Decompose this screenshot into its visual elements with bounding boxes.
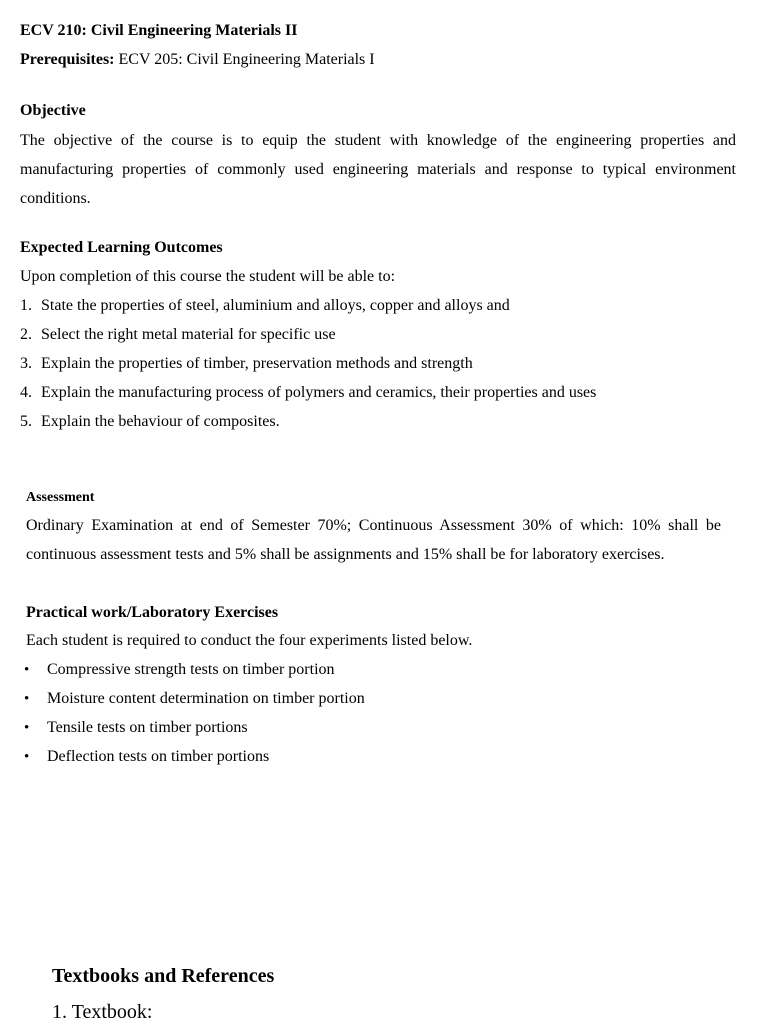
bullet-icon: • (24, 720, 30, 736)
outcome-text: Explain the manufacturing process of polymers and ceramics, their properties and uses (41, 384, 597, 401)
bullet-icon: • (24, 691, 30, 707)
experiment-item (24, 717, 365, 746)
prerequisites-value: ECV 205: Civil Engineering Materials I (114, 51, 375, 68)
outcome-number: 4. (20, 384, 32, 401)
outcome-number: 2. (20, 326, 32, 343)
outcome-item (20, 382, 596, 411)
objective-heading: Objective (20, 102, 86, 119)
experiment-item (24, 659, 365, 688)
experiment-text: Deflection tests on timber portions (47, 748, 270, 765)
assessment-heading: Assessment (26, 490, 95, 505)
prerequisites-label: Prerequisites: (20, 51, 115, 68)
assessment-text: Ordinary Examination at end of Semester 70%; Continuous Assessment 30% of which: 10% shall be continuous assessment tests and 5% shall be assignments and 15% shall be for laboratory exercises. (26, 517, 721, 563)
objective-text: The objective of the course is to equip the student with knowledge of the engineering properties and manufacturing properties of commonly used engineering materials and response to typical environment conditions. (20, 132, 736, 207)
outcome-item (20, 353, 596, 382)
experiment-item (24, 746, 365, 775)
outcome-text: Select the right metal material for specific use (41, 326, 336, 343)
textbooks-heading: Textbooks and References (52, 965, 275, 987)
outcomes-intro: Upon completion of this course the student will be able to: (20, 268, 396, 285)
outcome-number: 3. (20, 355, 32, 372)
textbook-item: 1. Textbook: (52, 1001, 153, 1023)
outcome-text: State the properties of steel, aluminium and alloys, copper and alloys and (41, 297, 510, 314)
outcome-text: Explain the behaviour of composites. (41, 413, 280, 430)
outcomes-list (20, 295, 596, 440)
experiments-list (24, 659, 365, 775)
course-title: ECV 210: Civil Engineering Materials II (20, 22, 298, 39)
practical-heading: Practical work/Laboratory Exercises (26, 604, 279, 621)
practical-intro: Each student is required to conduct the four experiments listed below. (26, 632, 473, 649)
outcome-item (20, 295, 596, 324)
outcomes-heading: Expected Learning Outcomes (20, 239, 223, 256)
outcome-text: Explain the properties of timber, preservation methods and strength (41, 355, 473, 372)
experiment-text: Tensile tests on timber portions (47, 719, 248, 736)
outcome-number: 1. (20, 297, 32, 314)
bullet-icon: • (24, 662, 30, 678)
experiment-text: Compressive strength tests on timber portion (47, 661, 335, 678)
experiment-item (24, 688, 365, 717)
outcome-item (20, 324, 596, 353)
bullet-icon: • (24, 749, 30, 765)
prerequisites-line (20, 49, 375, 71)
outcome-item (20, 411, 596, 440)
outcome-number: 5. (20, 413, 32, 430)
experiment-text: Moisture content determination on timber portion (47, 690, 365, 707)
